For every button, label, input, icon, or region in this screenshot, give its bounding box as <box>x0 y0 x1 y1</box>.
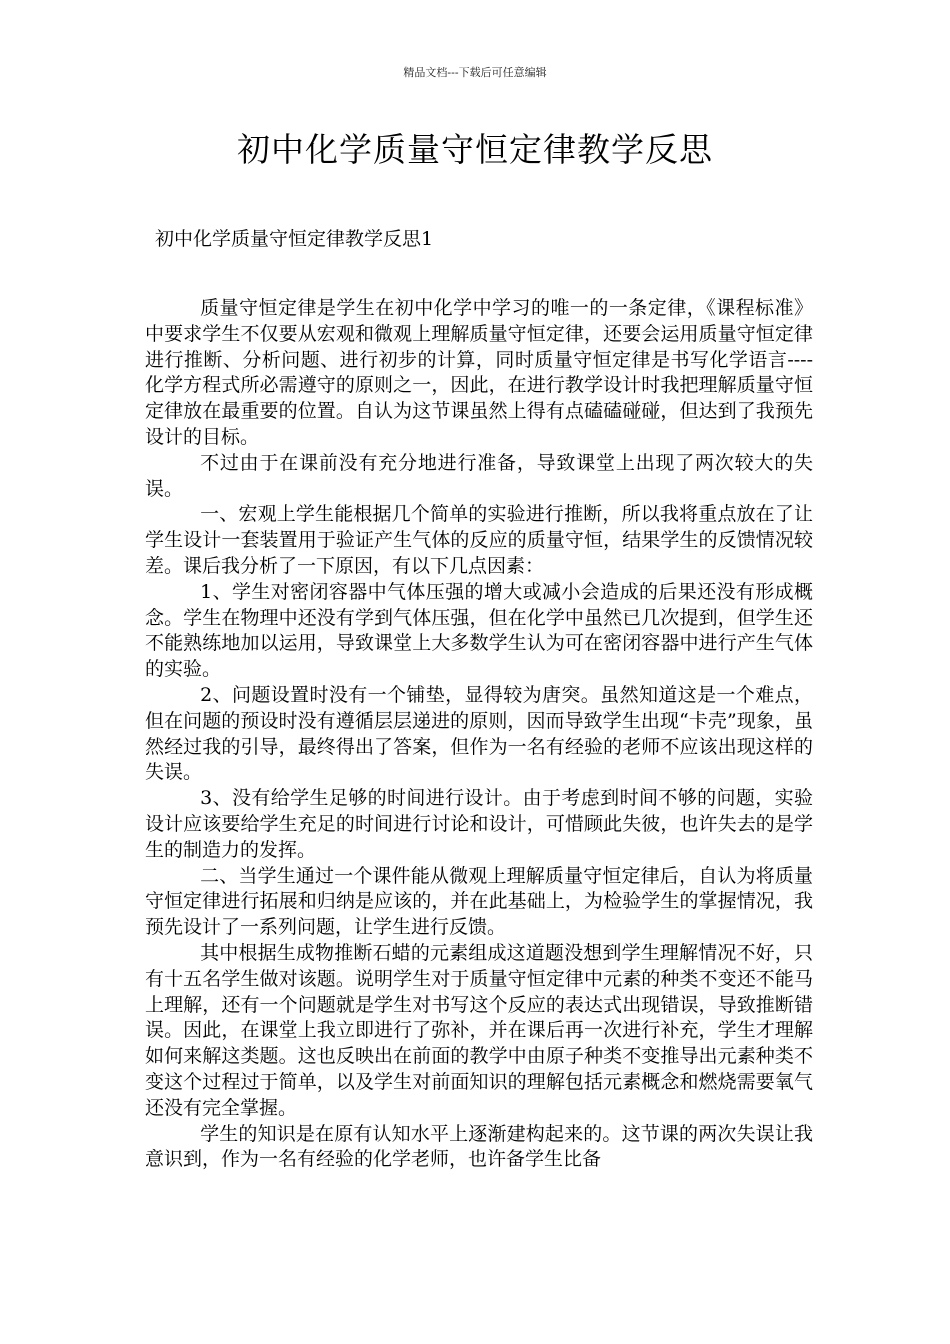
paragraph: 不过由于在课前没有充分地进行准备，导致课堂上出现了两次较大的失误。 <box>145 451 813 500</box>
paragraph: 1、学生对密闭容器中气体压强的增大或减小会造成的后果还没有形成概念。学生在物理中还没有学到气体压强，但在化学中虽然已几次提到，但学生还不能熟练地加以运用，导致课堂上大多数学生认为可在密闭容器中进行产生气体的实验。 <box>145 580 813 681</box>
section-title: 初中化学质量守恒定律教学反思1 <box>155 228 434 250</box>
paragraph: 2、问题设置时没有一个铺垫，显得较为唐突。虽然知道这是一个难点，但在问题的预设时没有遵循层层递进的原则，因而导致学生出现“卡壳”现象，虽然经过我的引导，最终得出了答案，但作为一名有经验的老师不应该出现这样的失误。 <box>145 683 813 784</box>
paragraph: 二、当学生通过一个课件能从微观上理解质量守恒定律后，自认为将质量守恒定律进行拓展和归纳是应该的，并在此基础上，为检验学生的掌握情况，我预先设计了一系列问题，让学生进行反馈。 <box>145 864 813 939</box>
document-title: 初中化学质量守恒定律教学反思 <box>237 130 713 169</box>
paragraph: 一、宏观上学生能根据几个简单的实验进行推断，所以我将重点放在了让学生设计一套装置用于验证产生气体的反应的质量守恒，结果学生的反馈情况较差。课后我分析了一下原因，有以下几点因素： <box>145 503 813 577</box>
document-body <box>145 296 813 1173</box>
paragraph: 其中根据生成物推断石蜡的元素组成这道题没想到学生理解情况不好，只有十五名学生做对该题。说明学生对于质量守恒定律中元素的种类不变还不能马上理解，还有一个问题就是学生对书写这个反应的表达式出现错误，导致推断错误。因此，在课堂上我立即进行了弥补，并在课后再一次进行补充，学生才理解如何来解这类题。这也反映出在前面的教学中由原子种类不变推导出元素种类不变这个过程过于简单，以及学生对前面知识的理解包括元素概念和燃烧需要氧气还没有完全掌握。 <box>145 941 813 1119</box>
paragraph: 3、没有给学生足够的时间进行设计。由于考虑到时间不够的问题，实验设计应该要给学生充足的时间进行讨论和设计，可惜顾此失彼，也许失去的是学生的制造力的发挥。 <box>145 787 813 861</box>
paragraph: 学生的知识是在原有认知水平上逐渐建构起来的。这节课的两次失误让我意识到，作为一名有经验的化学老师，也许备学生比备 <box>145 1122 813 1171</box>
header-note: 精品文档---下载后可任意编辑 <box>403 66 547 79</box>
paragraph: 质量守恒定律是学生在初中化学中学习的唯一的一条定律，《课程标准》中要求学生不仅要从宏观和微观上理解质量守恒定律，还要会运用质量守恒定律进行推断、分析问题、进行初步的计算，同时质量守恒定律是书写化学语言----化学方程式所必需遵守的原则之一，因此，在进行教学设计时我把理解质量守恒定律放在最重要的位置。自认为这节课虽然上得有点磕磕碰碰，但达到了我预先设计的目标。 <box>145 297 813 448</box>
